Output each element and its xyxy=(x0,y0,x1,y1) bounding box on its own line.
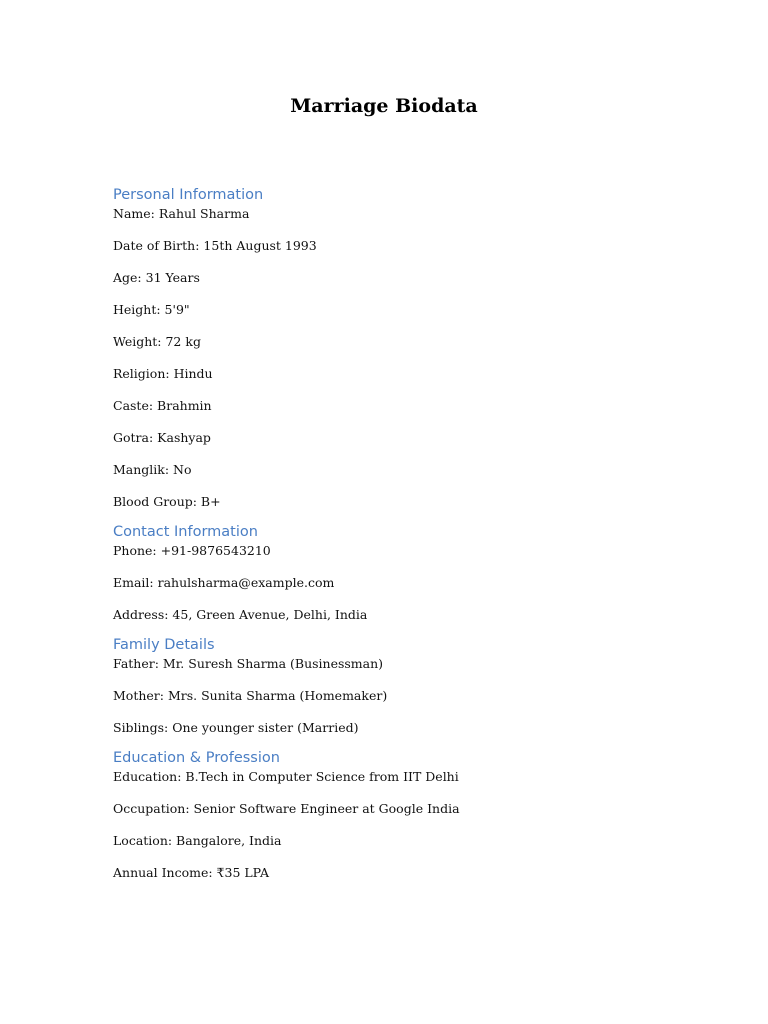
section-heading: Family Details xyxy=(113,637,215,653)
field-siblings: Siblings: One younger sister (Married) xyxy=(113,720,359,735)
section-heading: Contact Information xyxy=(113,524,258,540)
field-gotra: Gotra: Kashyap xyxy=(113,430,211,445)
field-annual-income: Annual Income: ₹35 LPA xyxy=(113,865,269,880)
field-date-of-birth: Date of Birth: 15th August 1993 xyxy=(113,238,317,253)
field-education: Education: B.Tech in Computer Science from IIT Delhi xyxy=(113,769,459,784)
section-contact-information xyxy=(113,521,673,634)
section-heading: Education & Profession xyxy=(113,750,280,766)
field-father: Father: Mr. Suresh Sharma (Businessman) xyxy=(113,656,384,671)
field-name: Name: Rahul Sharma xyxy=(113,206,250,221)
document-body xyxy=(113,184,673,892)
field-height: Height: 5'9" xyxy=(113,302,190,317)
section-family-details xyxy=(113,634,673,747)
field-address: Address: 45, Green Avenue, Delhi, India xyxy=(113,607,368,622)
field-email: Email: rahulsharma@example.com xyxy=(113,575,335,590)
field-blood-group: Blood Group: B+ xyxy=(113,494,221,509)
field-religion: Religion: Hindu xyxy=(113,366,213,381)
field-caste: Caste: Brahmin xyxy=(113,398,212,413)
field-occupation: Occupation: Senior Software Engineer at Google India xyxy=(113,801,460,816)
section-education-profession xyxy=(113,747,673,892)
field-mother: Mother: Mrs. Sunita Sharma (Homemaker) xyxy=(113,688,388,703)
field-phone: Phone: +91-9876543210 xyxy=(113,543,271,558)
field-age: Age: 31 Years xyxy=(113,270,200,285)
field-manglik: Manglik: No xyxy=(113,462,192,477)
document-title: Marriage Biodata xyxy=(290,95,478,117)
field-location: Location: Bangalore, India xyxy=(113,833,282,848)
section-heading: Personal Information xyxy=(113,187,264,203)
section-personal-information xyxy=(113,184,673,521)
field-weight: Weight: 72 kg xyxy=(113,334,201,349)
